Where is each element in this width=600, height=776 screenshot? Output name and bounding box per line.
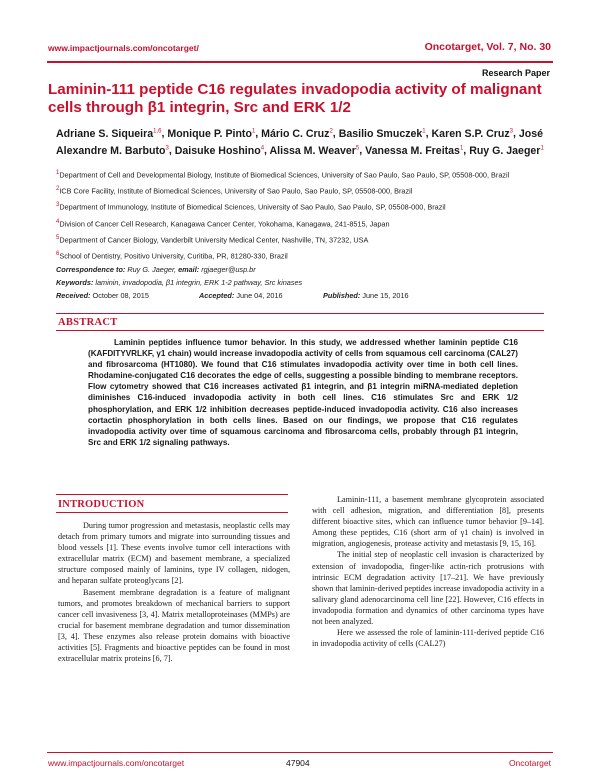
abstract-text: Laminin peptides influence tumor behavior. In this study, we addressed whether laminin peptide C16 (KAFDITYVRLKF, γ1 chain) would increase invadopodia activity of cells from squamous cell carcinoma (CAL27) and fibrosarcoma (HT1080). We found that C16 stimulates invadopodia activity over time in both cell lines. Rhodamine-conjugated C16 decorates the edge of cells, suggesting a possible binding to membrane receptors. Flow cytometry showed that C16 increases activated β1 integrin, and β1 integrin miRNA-mediated depletion diminishes C16-induced invadopodia activity in both cell lines. C16 stimulates Src and ERK 1/2 phosphorylation, and ERK 1/2 inhibition decreases peptide-induced invadopodia activity. C16 also increases cortactin phosphorylation in both cells lines. Based on our findings, we propose that C16 regulates invadopodia activity over time of squamous carcinoma and fibrosarcoma cells, probably through β1 integrin, Src and ERK 1/2 signaling pathways.: [88, 338, 518, 447]
paragraph: During tumor progression and metastasis, neoplastic cells may detach from primary tumors and migrate into surrounding tissues and blood vessels [1]. These events involve tumor cell interactions with extracellular matrix (ECM) and basement membrane, a specialized structure composed mainly of laminins, type IV collagen, nidogen, and heparan sulfate proteoglycans [2].: [58, 521, 290, 586]
affiliation: $^6$School of Dentistry, Positivo University, Curitiba, PR, 81280-330, Brazil: [56, 251, 288, 261]
paragraph: Basement membrane degradation is a feature of malignant tumors, and promotes breakdown of mechanical barriers to support cancer cell invasiveness [3, 4]. Matrix metalloproteinases (MMPs) are crucial for basement membrane degradation and tumor dissemination [3, 4]. These enzymes also release protein domains with bioactive activities [5]. Fragments and bioactive peptides can be found in most extracellular matrix proteins [6, 7].: [58, 587, 290, 664]
footer-url[interactable]: www.impactjournals.com/oncotarget: [48, 758, 185, 768]
header-journal-citation: Oncotarget, Vol. 7, No. 30: [424, 41, 551, 53]
body-column-left: [58, 520, 290, 664]
author: Alissa M. Weaver$^5$: [269, 144, 360, 157]
affiliation: $^4$Division of Cancer Cell Research, Kanagawa Cancer Center, Yokohama, Kanagawa, 241-8515, Japan: [56, 218, 390, 229]
introduction-top-rule: [56, 494, 288, 495]
author: José Alexandre M. Barbuto$^3$: [56, 127, 544, 157]
abstract-heading: ABSTRACT: [58, 317, 118, 328]
abstract-heading-rule: [56, 330, 544, 331]
affiliation: $^3$Department of Immunology, Institute of Biomedical Sciences, University of Sao Paulo, Sao Paulo, SP, 05508-000, Brazil: [56, 202, 446, 212]
header-url[interactable]: www.impactjournals.com/oncotarget/: [48, 43, 199, 53]
author: Ruy G. Jaeger$^1$: [469, 144, 544, 157]
author: Vanessa M. Freitas$^1$: [365, 144, 464, 157]
footer-rule: [47, 752, 553, 753]
paper-title: Laminin-111 peptide C16 regulates invadopodia activity of malignant cells through β1 integrin, Src and ERK 1/2: [48, 81, 542, 116]
affiliation: $^5$Department of Cancer Biology, Vanderbilt University Medical Center, Nashville, TN, 37232, USA: [56, 234, 369, 245]
author: Daisuke Hoshino$^4$: [174, 144, 265, 157]
paragraph: The initial step of neoplastic cell invasion is characterized by extension of invadopodia, finger-like actin-rich protrusions with intrinsic ECM degradation activity [17–21]. We have previously shown that laminin-derived peptides increase invadopodia activity in a salivary gland adenocarcinoma cell line [22]. However, C16 effects in invadopodia formation and dynamics of other carcinoma types have not been analyzed.: [312, 550, 544, 627]
author: Adriane S. Siqueira$^{1,6}$: [56, 127, 162, 140]
correspondence: Correspondence to: Ruy G. Jaeger, email: rgjaeger@usp.br: [56, 265, 256, 274]
body-column-right: [312, 494, 544, 649]
introduction-heading-rule: [56, 512, 288, 513]
author: Basilio Smuczek$^1$: [338, 127, 426, 140]
header-rule: [47, 61, 553, 63]
introduction-heading: INTRODUCTION: [58, 499, 145, 510]
author: Karen S.P. Cruz$^3$: [431, 127, 513, 140]
paragraph: Laminin-111, a basement membrane glycoprotein associated with cell adhesion, migration, and differentiation [8], presents different bioactive sites, which can influence tumor behavior [9–14]. Among these peptides, C16 (short arm of γ1 chain) is involved in migration, angiogenesis, protease activity and metastasis [9, 15, 16].: [312, 495, 544, 549]
footer-journal: Oncotarget: [508, 758, 551, 768]
article-dates: Received: October 08, 2015 Accepted: June 04, 2016 Published: June 15, 2016: [56, 291, 409, 300]
author: Monique P. Pinto$^1$: [167, 127, 256, 140]
affiliation: $^2$ICB Core Facility, Institute of Biomedical Sciences, University of Sao Paulo, Sao Paulo, SP, 05508-000, Brazil: [56, 186, 413, 196]
paragraph: Here we assessed the role of laminin-111-derived peptide C16 in invadopodia activity of cells (CAL27): [312, 628, 544, 649]
keywords: Keywords: laminin, invadopodia, β1 integrin, ERK 1-2 pathway, Src kinases: [56, 278, 303, 287]
author-list: Adriane S. Siqueira$^{1,6}$, Monique P. Pinto$^1$, Mário C. Cruz$^2$, Basilio Smuczek$^1$, Karen S.P. Cruz$^3$, José Alexandre M. Barbuto$^3$, Daisuke Hoshino$^4$, Alissa M. Weaver$^5$, Vanessa M. Freitas$^1$, Ruy G. Jaeger$^1$: [56, 127, 544, 157]
abstract-top-rule: [56, 313, 544, 314]
author: Mário C. Cruz$^2$: [261, 127, 333, 140]
email-link[interactable]: rgjaeger@usp.br: [201, 265, 256, 274]
page-number: 47904: [286, 758, 310, 768]
affiliation-list: [56, 168, 556, 265]
article-type: Research Paper: [481, 68, 550, 78]
affiliation: $^1$Department of Cell and Developmental Biology, Institute of Biomedical Sciences, University of Sao Paulo, Sao Paulo, SP, 05508-000, Brazil: [56, 170, 510, 180]
